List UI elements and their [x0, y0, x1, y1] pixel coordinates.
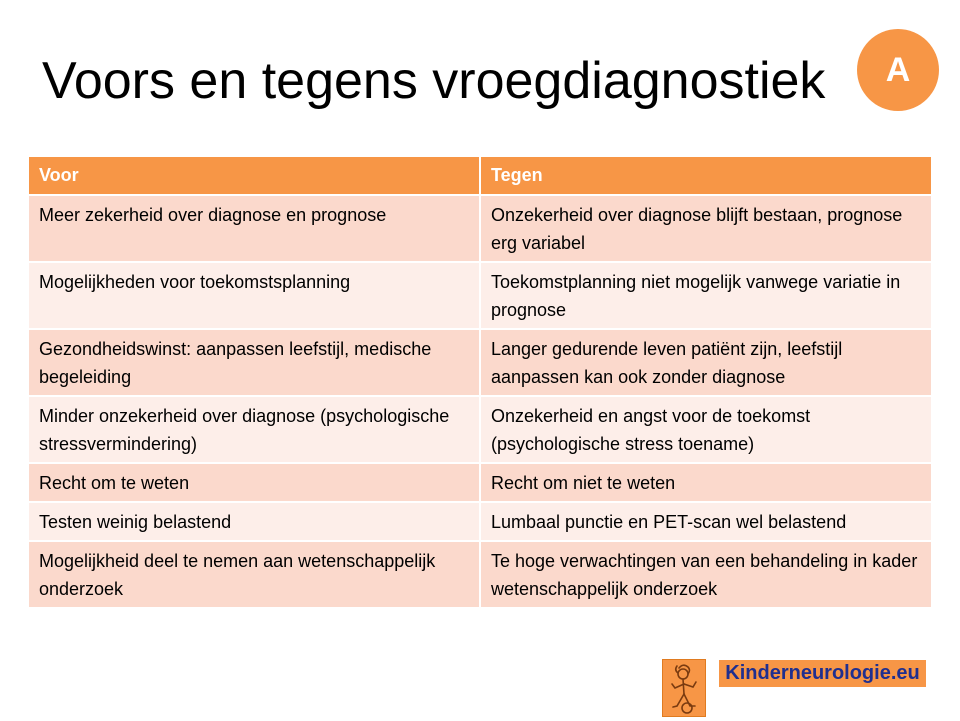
- cell-voor: Testen weinig belastend: [29, 502, 480, 541]
- slide-title: Voors en tegens vroegdiagnostiek: [42, 52, 826, 110]
- cell-tegen: Onzekerheid over diagnose blijft bestaan, prognose erg variabel: [480, 195, 931, 262]
- table-row: [29, 195, 931, 262]
- cell-voor: Mogelijkheid deel te nemen aan wetenschappelijk onderzoek: [29, 541, 480, 607]
- cell-tegen: Te hoge verwachtingen van een behandeling in kader wetenschappelijk onderzoek: [480, 541, 931, 607]
- table-row: [29, 262, 931, 329]
- header-voor: Voor: [29, 157, 480, 195]
- cell-tegen: Onzekerheid en angst voor de toekomst (psychologische stress toename): [480, 396, 931, 463]
- cell-voor: Mogelijkheden voor toekomstsplanning: [29, 262, 480, 329]
- table-row: [29, 541, 931, 607]
- cell-tegen: Toekomstplanning niet mogelijk vanwege variatie in prognose: [480, 262, 931, 329]
- cell-tegen: Recht om niet te weten: [480, 463, 931, 502]
- table-row: [29, 463, 931, 502]
- cell-voor: Recht om te weten: [29, 463, 480, 502]
- table-header-row: [29, 157, 931, 195]
- cell-tegen: Langer gedurende leven patiënt zijn, leefstijl aanpassen kan ook zonder diagnose: [480, 329, 931, 396]
- table-row: [29, 329, 931, 396]
- cell-tegen: Lumbaal punctie en PET-scan wel belastend: [480, 502, 931, 541]
- section-badge: A: [857, 29, 939, 111]
- child-figure-icon: [662, 659, 706, 717]
- cell-voor: Minder onzekerheid over diagnose (psychologische stressvermindering): [29, 396, 480, 463]
- cell-voor: Meer zekerheid over diagnose en prognose: [29, 195, 480, 262]
- comparison-table: [29, 157, 931, 607]
- site-logo-text: Kinderneurologie.eu: [719, 660, 926, 687]
- cell-voor: Gezondheidswinst: aanpassen leefstijl, medische begeleiding: [29, 329, 480, 396]
- table-row: [29, 396, 931, 463]
- header-tegen: Tegen: [480, 157, 931, 195]
- table-row: [29, 502, 931, 541]
